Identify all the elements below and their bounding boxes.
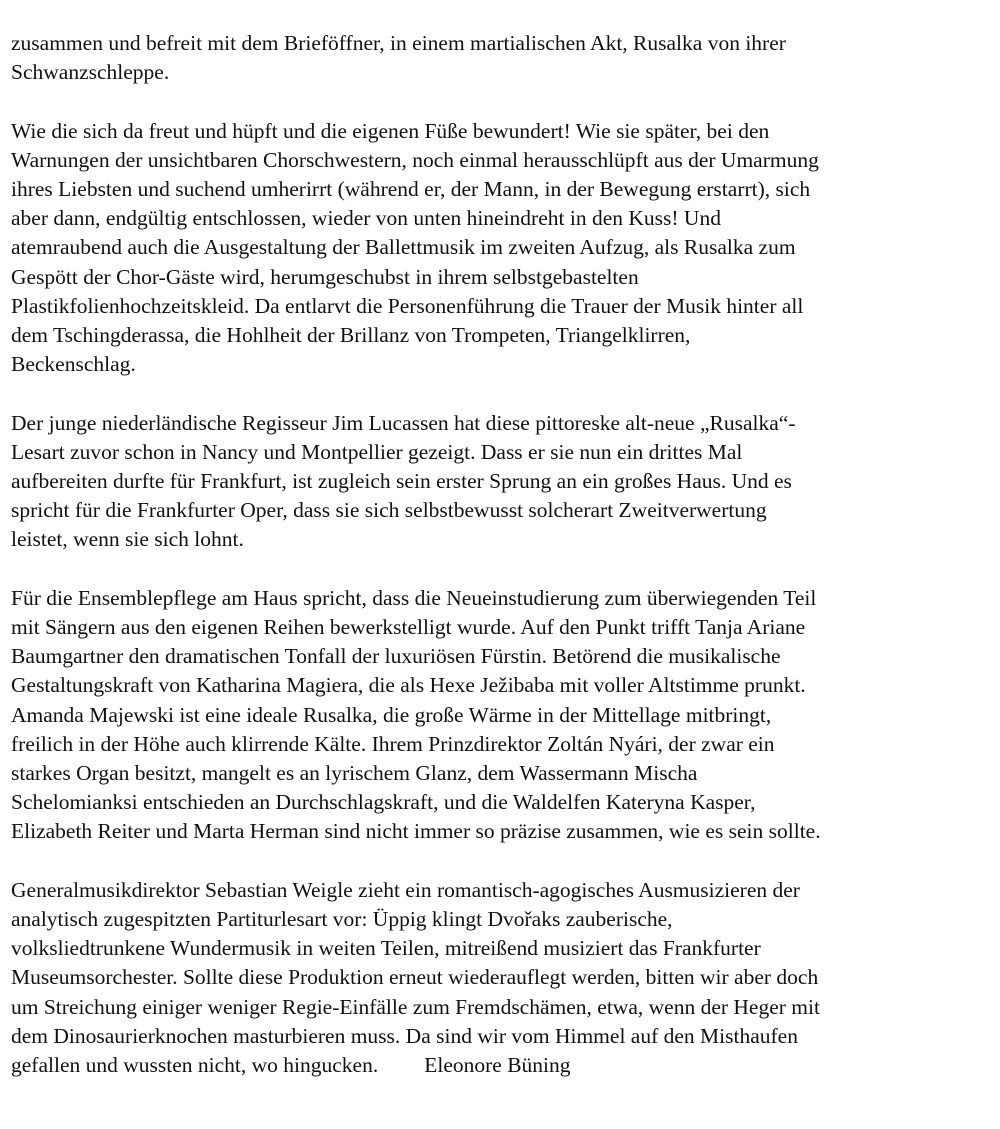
text-line: Plastikfolienhochzeitskleid. Da entlarvt die Personenführung die Trauer der Musik hinter all bbox=[11, 293, 804, 318]
text-line: mit Sängern aus den eigenen Reihen bewerkstelligt wurde. Auf den Punkt trifft Tanja Ariane bbox=[11, 615, 806, 640]
paragraph-5 bbox=[11, 876, 986, 1080]
text-line: Der junge niederländische Regisseur Jim Lucassen hat diese pittoreske alt-neue „Rusalka“- bbox=[11, 410, 796, 435]
text-line: volksliedtrunkene Wundermusik in weiten Teilen, mitreißend musiziert das Frankfurter bbox=[11, 936, 761, 961]
paragraph-3 bbox=[11, 409, 986, 555]
text-line: ihres Liebsten und suchend umherirrt (während er, der Mann, in der Bewegung erstarrt), sich bbox=[11, 177, 811, 201]
text-line: freilich in der Höhe auch klirrende Kälte. Ihrem Prinzdirektor Zoltán Nyári, der zwar ein bbox=[11, 731, 775, 756]
text-line: Gespött der Chor-Gäste wird, herumgeschubst in ihrem selbstgebastelten bbox=[11, 264, 639, 289]
text-line: aufbereiten durfte für Frankfurt, ist zugleich sein erster Sprung an ein großes Haus. Und es bbox=[11, 469, 792, 494]
author-signature: Eleonore Büning bbox=[424, 1053, 571, 1078]
text-line: dem Dinosaurierknochen masturbieren muss. Da sind wir vom Himmel auf den Misthaufen bbox=[11, 1023, 798, 1048]
text-line: Beckenschlag. bbox=[11, 352, 136, 377]
text-line: leistet, wenn sie sich lohnt. bbox=[11, 527, 244, 552]
text-line: spricht für die Frankfurter Oper, dass sie sich selbstbewusst solcherart Zweitverwertung bbox=[11, 498, 767, 523]
text-line: Gestaltungskraft von Katharina Magiera, die als Hexe Ježibaba mit voller Altstimme prunkt. bbox=[11, 673, 806, 698]
text-line: Generalmusikdirektor Sebastian Weigle zieht ein romantisch-agogisches Ausmusizieren der bbox=[11, 877, 800, 902]
text-line: Baumgartner den dramatischen Tonfall der luxuriösen Fürstin. Betörend die musikalische bbox=[11, 644, 781, 669]
text-line: dem Tschingderassa, die Hohlheit der Brillanz von Trompeten, Triangelklirren, bbox=[11, 323, 691, 348]
text-line: gefallen und wussten nicht, wo hingucken. bbox=[11, 1053, 379, 1078]
text-line: Schelomianksi entschieden an Durchschlagskraft, und die Waldelfen Kateryna Kasper, bbox=[11, 790, 756, 815]
text-line: Amanda Majewski ist eine ideale Rusalka, die große Wärme in der Mittellage mitbringt, bbox=[11, 702, 772, 727]
text-line: analytisch zugespitzten Partiturlesart vor: Üppig klingt Dvořaks zauberische, bbox=[11, 907, 673, 932]
text-line: Wie die sich da freut und hüpft und die eigenen Füße bewundert! Wie sie später, bei den bbox=[11, 118, 770, 143]
paragraph-1 bbox=[11, 29, 986, 87]
paragraph-4 bbox=[11, 584, 986, 847]
text-line: Warnungen der unsichtbaren Chorschwestern, noch einmal herausschlüpft aus der Umarmung bbox=[11, 147, 819, 172]
text-line: Museumsorchester. Sollte diese Produktion erneut wiederauflegt werden, bitten wir aber doch bbox=[11, 965, 819, 990]
last-line bbox=[11, 1051, 986, 1080]
text-line: Lesart zuvor schon in Nancy und Montpellier gezeigt. Dass er sie nun ein drittes Mal bbox=[11, 439, 743, 464]
text-line: atemraubend auch die Ausgestaltung der Ballettmusik im zweiten Aufzug, als Rusalka zum bbox=[11, 235, 796, 260]
text-line: Für die Ensemblepflege am Haus spricht, dass die Neueinstudierung zum überwiegenden Teil bbox=[11, 585, 817, 610]
text-line: um Streichung einiger weniger Regie-Einfälle zum Fremdschämen, etwa, wenn der Heger mit bbox=[11, 994, 820, 1019]
text-line: Elizabeth Reiter und Marta Herman sind nicht immer so präzise zusammen, wie es sein sollte. bbox=[11, 819, 821, 844]
article-body bbox=[11, 29, 986, 1109]
text-line: zusammen und befreit mit dem Brieföffner, in einem martialischen Akt, Rusalka von ihrer bbox=[11, 31, 786, 55]
text-line: aber dann, endgültig entschlossen, wieder von unten hineindreht in den Kuss! Und bbox=[11, 206, 721, 231]
text-line: Schwanzschleppe. bbox=[11, 60, 170, 85]
paragraph-2 bbox=[11, 117, 986, 380]
text-line: starkes Organ besitzt, mangelt es an lyrischem Glanz, dem Wassermann Mischa bbox=[11, 761, 698, 786]
